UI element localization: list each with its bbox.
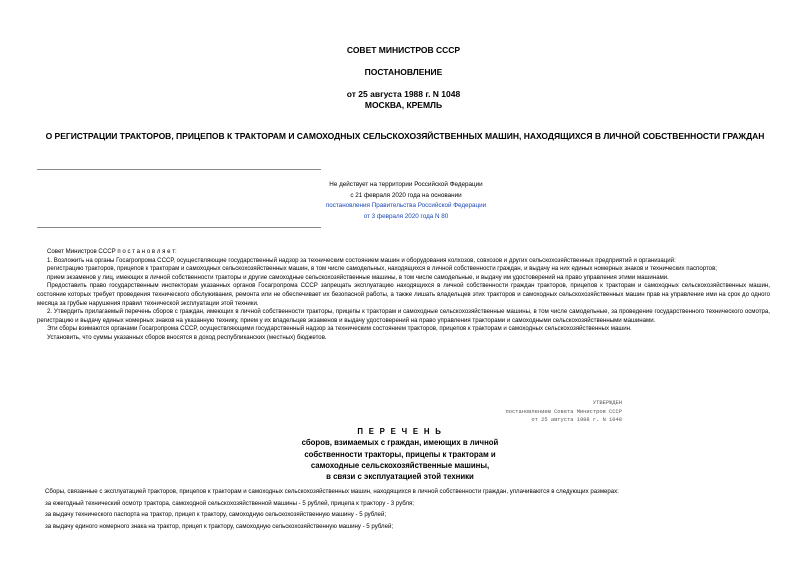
list-title-line-4: в связи с эксплуатацией этой техники bbox=[326, 472, 474, 482]
body-paragraph-5: 2. Утвердить прилагаемый перечень сборов с граждан, имеющих в личной собственности тракторы, прицепы к тракторам и самоходные сельскохозяйственные машины, в том числе самодельные, за проведение государственного технического осмотра, регистрацию и выдачу единых номерных знаков на указанную технику, прием у их владельцев экзаменов и выдачу удостоверений на право управления тракторами и самоходными сельскохозяйственными машинами. bbox=[37, 308, 770, 324]
list-title-line-2: собственности тракторы, прицепы к тракторам и bbox=[304, 449, 496, 459]
fee-item-passport: за выдачу технического паспорта на трактор, прицеп к трактору, самоходную сельскохозяйственную машину - 5 рублей; bbox=[45, 511, 387, 519]
approval-stamp bbox=[440, 399, 622, 425]
place: МОСКВА, КРЕМЛЬ bbox=[364, 100, 443, 110]
divider-top bbox=[37, 169, 321, 170]
body-intro: Совет Министров СССР п о с т а н о в л я е т: bbox=[47, 248, 177, 255]
body-paragraph-2: регистрацию тракторов, прицепов к тракторам и самоходных сельскохозяйственных машин, в том числе самодельных, находящихся в личной собственности граждан, и выдачу на них единых номерных знаков и технических паспортов; bbox=[47, 265, 718, 273]
list-heading: П Е Р Е Ч Е Н Ь bbox=[357, 427, 443, 436]
notice-line-2: с 21 февраля 2020 года на основании bbox=[350, 191, 462, 199]
body-paragraph-7: Установить, что суммы указанных сборов вносятся в доход республиканских (местных) бюджетов. bbox=[47, 333, 327, 341]
notice-link-decree[interactable]: постановления Правительства Российской Федерации bbox=[325, 202, 487, 209]
list-title bbox=[250, 426, 550, 482]
notice-link-date[interactable]: от 3 февраля 2020 года N 80 bbox=[363, 212, 449, 220]
body-paragraph-6: Эти сборы взимаются органами Госагропрома СССР, осуществляющими государственный надзор за техническим состоянием тракторов, прицепов к тракторам и самоходных сельскохозяйственных машин. bbox=[47, 325, 632, 333]
resolution-body bbox=[37, 248, 770, 343]
issuer-heading: СОВЕТ МИНИСТРОВ СССР bbox=[346, 45, 461, 55]
fees-list bbox=[45, 486, 775, 532]
list-title-line-1: сборов, взимаемых с граждан, имеющих в личной bbox=[301, 438, 499, 448]
date-number: от 25 августа 1988 г. N 1048 bbox=[346, 89, 461, 99]
validity-notice bbox=[300, 180, 512, 222]
approval-line-3: от 25 августа 1988 г. N 1048 bbox=[531, 417, 622, 423]
body-paragraph-1: 1. Возложить на органы Госагропрома СССР, осуществляющие государственный надзор за техническим состоянием машин и оборудования колхозов, совхозов и других сельскохозяйственных предприятий и организаций: bbox=[47, 256, 676, 264]
body-paragraph-3: прием экзаменов у лиц, имеющих в личной собственности тракторы и другие самоходные сельскохозяйственные машины, в том числе самодельные, и выдачу им удостоверений на право управления этими машинами. bbox=[47, 273, 669, 281]
doc-type-heading: ПОСТАНОВЛЕНИЕ bbox=[364, 67, 443, 77]
approval-line-1: УТВЕРЖДЕН bbox=[592, 400, 622, 406]
notice-line-1: Не действует на территории Российской Федерации bbox=[329, 181, 483, 188]
fee-item-inspection: за ежегодный технический осмотр трактора, самоходной сельскохозяйственной машины - 5 рублей, прицепа к трактору - 3 рубля; bbox=[45, 499, 414, 507]
approval-line-2: постановлением Совета Министров СССР bbox=[505, 408, 622, 415]
document-title: О РЕГИСТРАЦИИ ТРАКТОРОВ, ПРИЦЕПОВ К ТРАКТОРАМ И САМОХОДНЫХ СЕЛЬСКОХОЗЯЙСТВЕННЫХ МАШИН, НАХОДЯЩИХСЯ В ЛИЧНОЙ СОБСТВЕННОСТИ ГРАЖДАН bbox=[45, 131, 765, 141]
list-title-line-3: самоходные сельскохозяйственные машины, bbox=[310, 460, 490, 470]
body-paragraph-4: Предоставить право государственным инспекторам указанных органов Госагропрома СССР запрещать эксплуатацию находящихся в личной собственности граждан тракторов, прицепов к тракторам и самоходных сельскохозяйственных машин, состояние которых требует проведения технического обслуживания, ремонта или не обеспечивает их безопасной работы, а также лишать владельцев этих тракторов и самоходных сельскохозяйственных машин прав на управление ими на срок до одного месяца за грубые нарушения правил технической эксплуатации этой техники. bbox=[37, 282, 770, 307]
divider-bottom bbox=[37, 227, 321, 228]
fees-intro: Сборы, связанные с эксплуатацией тракторов, прицепов к тракторам и самоходных сельскохозяйственных машин, находящихся в личной собственности граждан, уплачиваются в следующих размерах: bbox=[45, 488, 619, 495]
fee-item-number-plate: за выдачу единого номерного знака на трактор, прицеп к трактору, самоходную сельскохозяйственную машину - 5 рублей; bbox=[45, 522, 394, 530]
